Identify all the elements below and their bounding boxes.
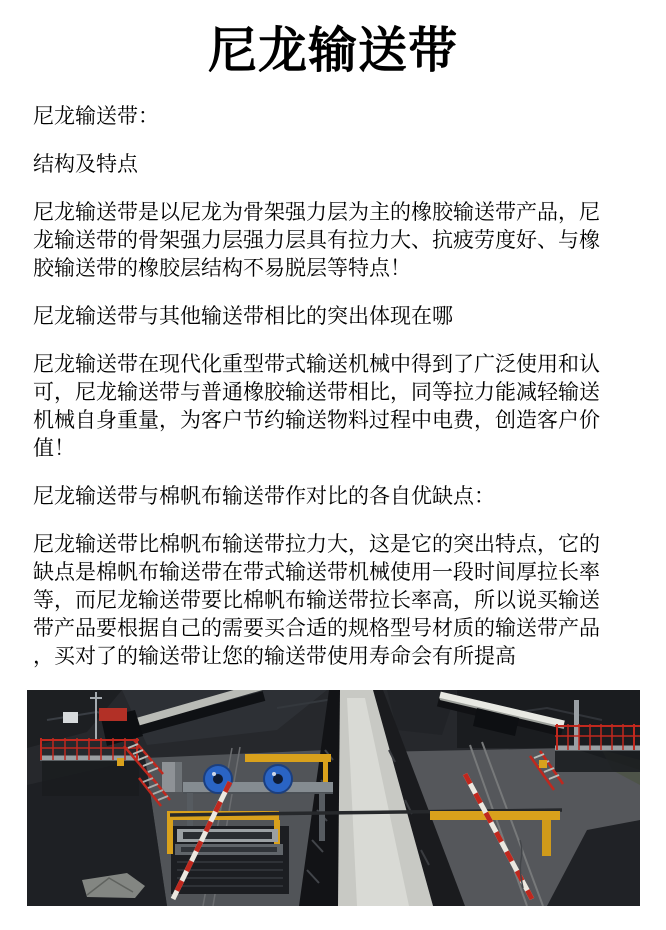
article-paragraph: 尼龙输送带与其他输送带相比的突出体现在哪	[33, 305, 453, 328]
article-paragraph: 尼龙输送带是以尼龙为骨架强力层为主的橡胶输送带产品，尼龙输送带的骨架强力层强力层具有拉力大、抗疲劳度好、与橡胶输送带的橡胶层结构不易脱层等特点！	[33, 201, 600, 280]
article-body	[33, 103, 613, 671]
article-paragraph: 尼龙输送带比棉帆布输送带拉力大，这是它的突出特点，它的缺点是棉帆布输送带在带式输送带机械使用一段时间厚拉长率等，而尼龙输送带要比棉帆布输送带拉长率高，所以说买输送带产品要根据自己的需要买合适的规格型号材质的输送带产品 ，买对了的输送带让您的输送带使用寿命会有所提高	[33, 533, 600, 668]
article-paragraph: 结构及特点	[33, 153, 138, 176]
yellow-beam	[245, 754, 331, 762]
page-title: 尼龙输送带	[207, 24, 458, 78]
yellow-sign	[539, 760, 547, 768]
sign-board	[63, 712, 78, 723]
red-hopper-box	[99, 708, 127, 721]
conveyor-photo	[27, 690, 640, 906]
yellow-sign	[117, 758, 124, 766]
article-paragraph: 尼龙输送带：	[33, 105, 159, 128]
article-paragraph: 尼龙输送带在现代化重型带式输送机械中得到了广泛使用和认可，尼龙输送带与普通橡胶输送带相比，同等拉力能减轻输送机械自身重量，为客户节约输送物料过程中电费，创造客户价值！	[33, 353, 600, 460]
blue-drum	[264, 765, 292, 793]
conveyor-photo-illustration	[27, 690, 640, 906]
article-paragraph: 尼龙输送带与棉帆布输送带作对比的各自优缺点：	[33, 485, 495, 508]
